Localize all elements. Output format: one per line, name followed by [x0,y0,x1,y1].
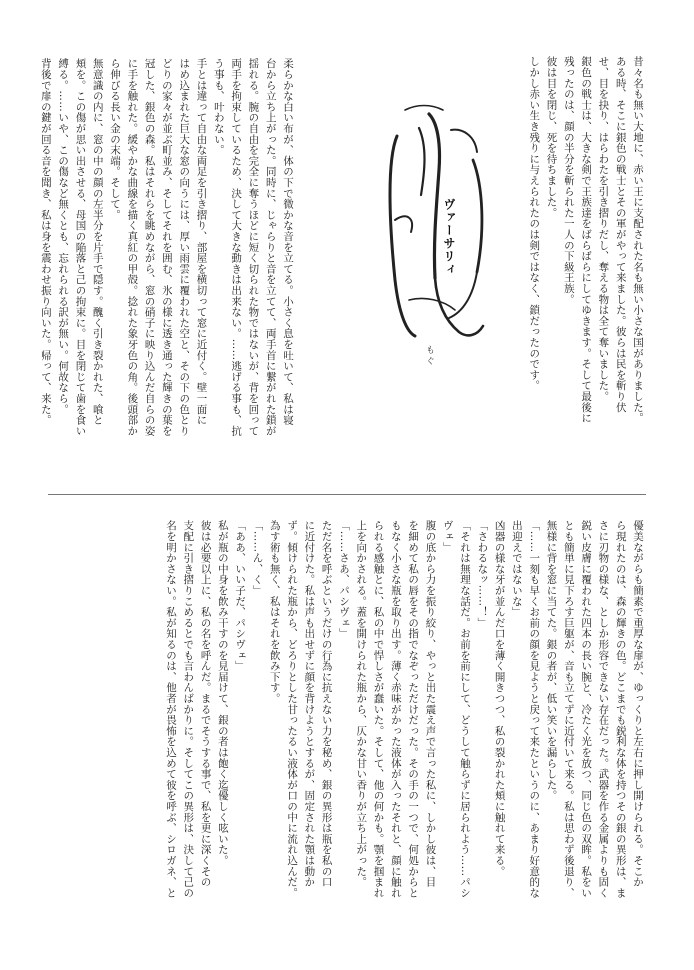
text-line: 腹の底から力を振り絞り、やっと出た震え声で言った私に、しかし彼は、目 [424,520,437,888]
text-line: ら伸びる長い金の末端。そして。 [109,58,122,220]
text-line: せ、目を抉り、はらわたを引き摺りだし、奪える物は全て奪いました。 [597,56,610,402]
text-line: 昔々名も無い大地に、赤い王に支配された名も無い小さな国がありました。 [632,56,644,424]
text-line: 揺れる。腕の自由を完全に奪うほどに短く切られた物ではないが、背を回って [247,58,260,436]
text-line: られる感触とに、私の中で悍しさが蠢いた。そして、他の何かも。顎を掴まれ [372,520,385,898]
text-line: う事も、叶わない。 [212,58,225,156]
story-title: ヴァーサリィ [442,198,456,276]
text-line: 冠した、銀色の森。私はそれらを眺めながら、窓の硝子に映り込んだ自らの姿 [143,58,156,436]
text-line: 銀色の戦士は、大きな剣で王族達をばらばらにしてゆきます。そして最後に [580,56,593,424]
text-line: 「……一刻も早くお前の顔を見ようと戻って来たというのに、あまり好意的な [528,520,541,898]
author-name: もぐ [424,345,434,367]
text-line: ヴェ」 [441,520,454,553]
text-line: 為す術も無く、私はそれを飲み下す。 [268,520,281,704]
text-line: 両手を拘束しているため、決して大きな動きは出来ない。……逃げる事も、抗 [230,58,243,436]
text-line: どりの家々が並ぶ町並み、そしてそれを囲む、氷の様に透き通った輝きの葉を [160,58,173,436]
lower-text-column [162,520,646,925]
text-line: 無意識の内に、窓の中の顔の左半分を片手で隠す。醜く引き裂かれた、喰と [91,58,104,426]
text-line: 上を向かされる。蓋を開けられた瓶から、仄かな甘い香りが立ち上がった。 [355,520,368,888]
text-line: 縛る。……いや、この傷など無くとも、忘れられる訳が無い。何故なら。 [57,58,70,415]
text-line: ある時、そこに銀色の戦士とその軍がやって来ました。彼らは民を斬り伏 [614,56,627,413]
text-line: 名を明かさない。私が知るのは、他者が畏怖を込めて彼を呼ぶ、シロガネ、と [164,520,177,898]
text-line: 手とは違って自由な両足を引き摺り、部屋を横切って窓に近付く。壁一面に [195,58,208,426]
text-line: はめ込まれた巨大な窓の向うには、厚い雨雲に覆われた空と、その下の色とり [178,58,191,436]
text-line: 背後で扉の鍵が回る音を聞き、私は身を震わせ振り向いた。帰って、来た。 [39,58,52,426]
text-line: ただ名を呼ぶというだけの行為に抗えない力を秘め、銀の異形は瓶を私の口 [320,520,333,888]
text-line: 「ああ、いい子だ、パシヴェ」 [234,520,247,672]
text-line: 凶器の様な牙が並んだ口を薄く開きつつ、私の裂かれた頬に触れて来る。 [493,520,506,877]
text-line: 無様に背を窓に当てた。銀の者が、低い笑いを漏らした。 [545,520,558,801]
text-line: 「……さあ、パシヴェ」 [337,520,350,639]
text-line: しかし赤い生き残りに与えられたのは剣ではなく、鎖だったのです。 [528,56,541,391]
chapter-text-column [37,58,296,453]
text-line: 「それは無理な話だ。お前を前にして、どうして触らずに居られよう……パシ [459,520,472,898]
text-line: 彼は必要以上に、私の名を呼んだ。まるでそうする事で、私を更に深くその [199,520,212,888]
text-line: 彼は目を閉じ、死を待ちました。 [545,56,558,218]
text-line: 「……ん、く」 [251,520,264,596]
text-line: ず。傾けられた瓶から、どろりとした甘ったるい液体が口の中に流れ込んだ。 [286,520,299,898]
text-line: 残ったのは、顔の半分を斬られた一人の下級王族。 [562,56,575,305]
text-line: さに刃物の様な、としか形容できない存在だった。武器を作る金属よりも固く [597,520,610,898]
prologue-column [525,56,646,436]
text-line: 台から立ち上がった。同時に、じゃらりと音を立てて、両手首に繋がれた鎖が [264,58,277,436]
text-line: 私が瓶の中身を飲み干すのを見届けて、銀の者は飽く迄優しく呟いた。 [216,520,229,866]
text-line: に手を触れた。緩やかな曲線を描く真紅の甲殻。捻れた象牙色の角。後頭部か [126,58,139,436]
text-line: ら現れたのは、森の輝きの色。どこまでも鋭利な体を持つその銀の異形は、ま [614,520,627,898]
text-line: 頬を。この傷が思い出させる、母国の陥落と己の拘束に。目を閉じて歯を食い [74,58,87,436]
text-line: に近付けた。私は声も出せずに顔を背けようとするが、固定された顎は動か [303,520,316,888]
text-line: もなく小さな瓶を取り出す。薄く赤味がかった液体が入ったそれと、顔に触れ [389,520,402,898]
text-line: 出迎えではないな」 [510,520,523,618]
text-line: 「さわるなッ……！」 [476,520,489,628]
text-line: を細めて私の唇をその指でなぞっただけだった。その手の一つで、何処からと [407,520,420,898]
section-divider [48,494,646,495]
title-calligraphy-art [385,100,495,350]
text-line: 鋭い皮膚に覆われた四本の長い腕と、冷たく光を放つ、同じ色の双眸。私をい [580,520,593,898]
text-line: 支配に引き摺りこめるとでも言わんばかりに。そしてこの異形は、決して己の [182,520,195,898]
text-line: 柔らかな白い布が、体の下で微かな音を立てる。小さく息を吐いて、私は寝 [282,58,294,426]
text-line: とも簡単に見下ろす巨躯が、音も立てずに近付いて来る。私は思わず後退り、 [562,520,575,898]
text-line: 優美ながらも簡素で重厚な扉が、ゆっくりと左右に押し開けられる。そこか [632,520,644,888]
